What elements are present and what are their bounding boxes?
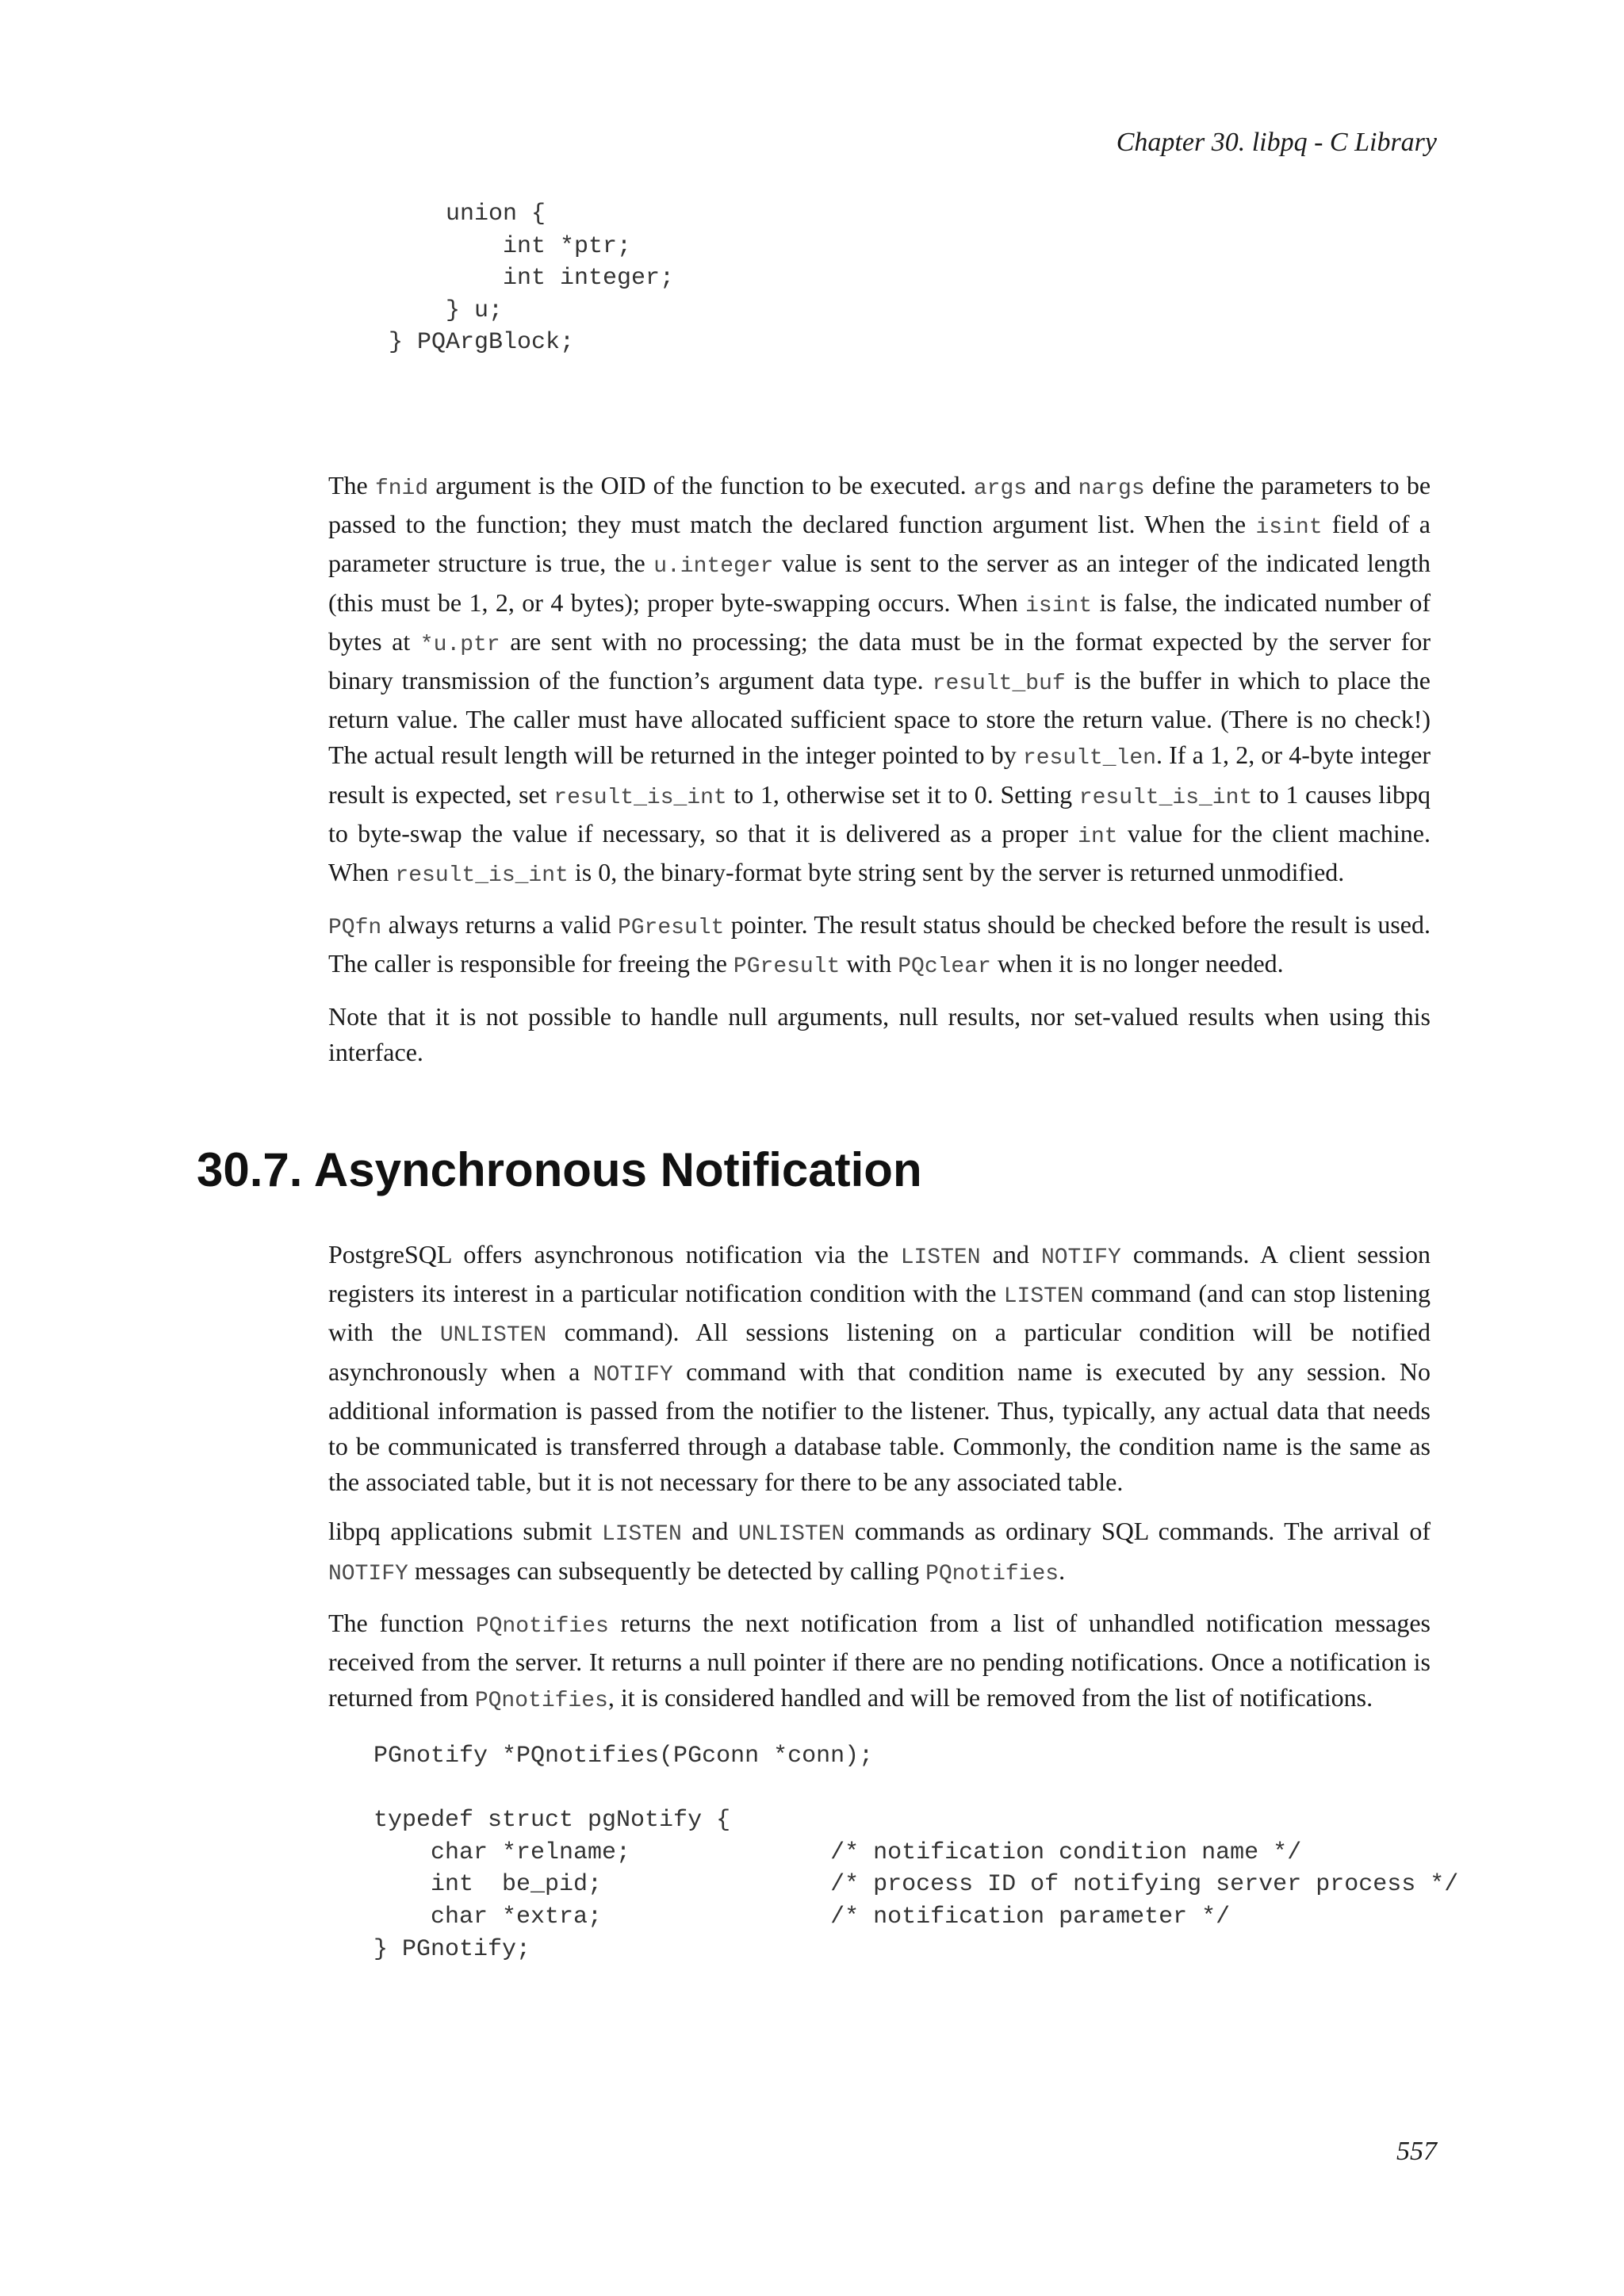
text-run: commands as ordinary SQL commands. The arrival of <box>845 1517 1431 1546</box>
text-run: Note that it is not possible to handle null arguments, null results, nor set-valued results when using this interface. <box>328 1001 1431 1066</box>
text-run: value is sent to the server as an integer of the indicated length (this must be 1, 2, or 4 bytes); proper byte-swapping occurs. When <box>328 549 1431 617</box>
text-run: are sent with no processing; the data must be in the format expected by the server for binary transmission of the function’s argument data type. <box>328 626 1431 695</box>
inline-code: NOTIFY <box>1040 1246 1121 1270</box>
page-number: 557 <box>1396 2137 1437 2166</box>
text-run: with <box>840 949 898 978</box>
inline-code: UNLISTEN <box>737 1522 845 1548</box>
inline-code: PQnotifies <box>475 1613 609 1639</box>
text-run: The <box>328 471 375 499</box>
paragraph-pqfn-limitations <box>328 999 1431 1070</box>
text-run: is 0, the binary-format byte string sent by the server is returned unmodified. <box>568 858 1345 887</box>
paragraph-pqfn-result <box>328 907 1431 985</box>
inline-code: NOTIFY <box>592 1362 673 1387</box>
inline-code: LISTEN <box>601 1522 682 1548</box>
paragraph-async-intro <box>328 1237 1431 1500</box>
inline-code: *u.ptr <box>419 632 500 657</box>
text-run: and <box>980 1240 1041 1269</box>
text-run: command with that condition name is executed by any session. No additional information is passed from the notifier to the listener. Thus, typically, any actual data that needs to be communicated is transferred through a database table. Commonly, the condition name is the same as the associated table, but it is not necessary for there to be any associated table. <box>328 1357 1431 1497</box>
text-run: PostgreSQL offers asynchronous notification via the <box>328 1240 901 1269</box>
text-run: when it is no longer needed. <box>990 949 1284 978</box>
inline-code: PQclear <box>898 955 991 980</box>
inline-code: PGresult <box>617 916 725 941</box>
paragraph-pqfn-arguments <box>328 468 1431 894</box>
inline-code: LISTEN <box>900 1246 981 1270</box>
text-run: commands. A client session registers its interest in a particular notification condition with the <box>328 1240 1431 1308</box>
inline-code: result_len <box>1022 746 1156 771</box>
inline-code: PGresult <box>733 955 841 980</box>
text-run: always returns a valid <box>381 910 618 939</box>
inline-code: isint <box>1255 515 1323 541</box>
text-run: value for the client machine. When <box>328 818 1431 887</box>
inline-code: u.integer <box>653 554 774 580</box>
inline-code: NOTIFY <box>328 1561 408 1586</box>
text-run: , it is considered handled and will be removed from the list of notifications. <box>607 1683 1373 1712</box>
inline-code: result_is_int <box>553 785 727 810</box>
inline-code: int <box>1078 824 1118 849</box>
text-run: libpq applications submit <box>328 1517 602 1546</box>
text-run: to 1, otherwise set it to 0. Setting <box>726 779 1079 809</box>
running-header: Chapter 30. libpq - C Library <box>1116 128 1437 157</box>
text-run: returns the next notification from a list of unhandled notification messages received from the server. It returns a null pointer if there are no pending notifications. Once a notification is returned from <box>328 1608 1431 1712</box>
inline-code: isint <box>1025 593 1093 618</box>
text-run: command (and can stop listening with the <box>328 1279 1431 1347</box>
text-run: and <box>681 1517 738 1546</box>
text-run: messages can subsequently be detected by calling <box>408 1556 926 1585</box>
text-run: The function <box>328 1608 476 1637</box>
text-run: field of a parameter structure is true, the <box>328 510 1431 578</box>
inline-code: nargs <box>1078 476 1145 501</box>
inline-code: args <box>973 476 1028 501</box>
paragraph-listen-commands <box>328 1513 1431 1591</box>
section-heading: 30.7. Asynchronous Notification <box>197 1143 922 1196</box>
text-run: command). All sessions listening on a particular condition will be notified asynchronously when a <box>328 1318 1431 1386</box>
inline-code: result_is_int <box>395 863 569 889</box>
inline-code: UNLISTEN <box>439 1323 547 1349</box>
text-run: pointer. The result status should be checked before the result is used. The caller is responsible for freeing the <box>328 910 1431 978</box>
text-run: is the buffer in which to place the return value. The caller must have allocated sufficient space to store the return value. (There is no check!) The actual result length will be returned in the integer pointed to by <box>328 666 1431 770</box>
inline-code: result_buf <box>932 672 1066 697</box>
text-run: argument is the OID of the function to be executed. <box>428 471 974 499</box>
text-run: . <box>1059 1556 1066 1585</box>
text-run: and <box>1027 471 1078 499</box>
pqfn-description <box>328 468 1431 1084</box>
inline-code: PQfn <box>328 916 382 941</box>
inline-code: PQnotifies <box>925 1561 1059 1586</box>
code-block-pgnotify: PGnotify *PQnotifies(PGconn *conn); typedef struct pgNotify { char *relname; /* notification condition name */ int be_pid; /* process ID of notifying server process */ char *extra; /* notification parameter */ } PGnotify; <box>373 1743 1459 1963</box>
code-block-pqargblock: union { int *ptr; int integer; } u; } PQArgBlock; <box>389 201 675 357</box>
inline-code: LISTEN <box>1003 1284 1084 1310</box>
paragraph-pqnotifies <box>328 1605 1431 1720</box>
inline-code: result_is_int <box>1078 785 1253 810</box>
text-run: . If a 1, 2, or 4-byte integer result is expected, set <box>328 740 1431 809</box>
section-body <box>328 1237 1431 1732</box>
text-run: to 1 causes libpq to byte-swap the value if necessary, so that it is delivered as a proper <box>328 779 1431 848</box>
inline-code: PQnotifies <box>474 1689 608 1714</box>
text-run: is false, the indicated number of bytes at <box>328 587 1431 656</box>
inline-code: fnid <box>374 476 429 501</box>
text-run: define the parameters to be passed to the function; they must match the declared function argument list. When the <box>328 471 1431 539</box>
